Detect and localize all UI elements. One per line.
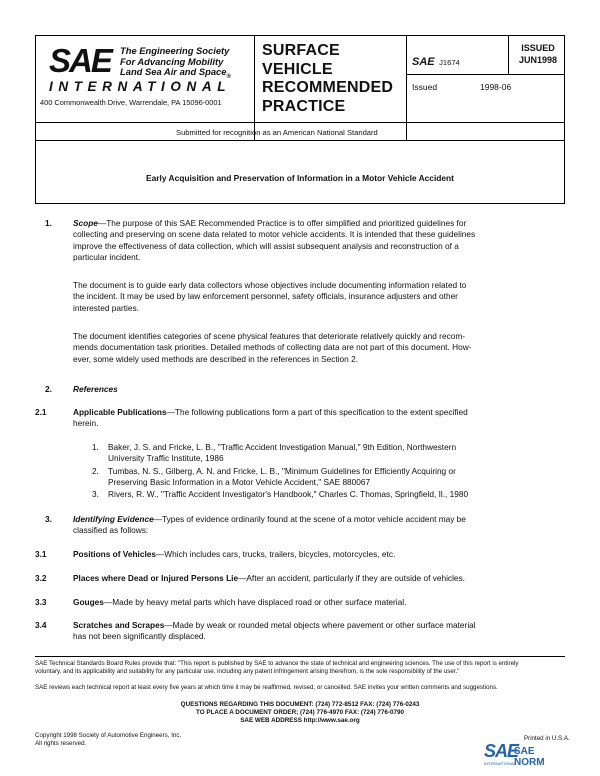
header-divider bbox=[36, 122, 564, 123]
references-heading: 2. References bbox=[45, 384, 118, 394]
applicable-publications: 2.1 Applicable Publications—The following publications form a part of this specification to the extent specified herein. bbox=[35, 407, 468, 429]
issued-block: ISSUED JUN1998 bbox=[518, 43, 558, 65]
legal-notice: SAE Technical Standards Board Rules provide that: "This report is published by SAE to advance the state of technical and engineering sciences. The use of this report is entirely voluntary, and its applicability and suitability for any particular use, including any patent infringement arising therefrom, is the sole responsibility of the user." bbox=[35, 660, 519, 675]
document-type: SURFACE VEHICLE RECOMMENDED PRACTICE bbox=[262, 42, 394, 115]
sae-logo: SAE bbox=[49, 42, 111, 79]
header-divider bbox=[508, 36, 509, 74]
scope-paragraph: The document is to guide early data collectors whose objectives include documenting information related to the incident. It may be used by law enforcement personnel, safety officials, insurance adjusters and other interested parties. bbox=[73, 280, 467, 313]
contact-block: QUESTIONS REGARDING THIS DOCUMENT: (724) 772-8512 FAX: (724) 776-0243 TO PLACE A DOCUMENT ORDER; (724) 776-4970 FAX: (724) 776-0790 SAE WEB ADDRESS http://www.sae.org bbox=[180, 701, 420, 724]
reference-item: 1. Baker, J. S. and Fricke, L. B., "Traffic Accident Investigation Manual," 9th Edition, Northwestern University Traffic Institute, 1986 bbox=[92, 442, 457, 464]
address: 400 Commonwealth Drive, Warrendale, PA 15096-0001 bbox=[40, 98, 222, 107]
subsection-3-4: 3.4 Scratches and Scrapes—Made by weak or rounded metal objects where pavement or other surface material has not been significantly displaced. bbox=[35, 620, 476, 642]
subsection-3-2: 3.2 Places where Dead or Injured Persons Lie—After an accident, particularly if they are outside of vehicles. bbox=[35, 573, 465, 583]
identifying-evidence: 3. Identifying Evidence—Types of evidence ordinarily found at the scene of a motor vehicle accident may be classified as follows: bbox=[45, 514, 466, 536]
copyright: Copyright 1998 Society of Automotive Engineers, Inc. All rights reserved. bbox=[35, 732, 182, 747]
footer-rule bbox=[35, 656, 565, 657]
document-title: Early Acquisition and Preservation of Information in a Motor Vehicle Accident bbox=[146, 173, 454, 183]
society-tagline: The Engineering Society For Advancing Mobility Land Sea Air and Space$_®$ bbox=[120, 45, 231, 80]
reference-item: 3. Rivers, R. W., "Traffic Accident Investigator's Handbook," Charles C. Thomas, Springfield, Il., 1980 bbox=[92, 489, 469, 499]
stamp-text: SAE NORM bbox=[514, 746, 545, 768]
stamp-logo: SAE bbox=[484, 741, 519, 761]
standard-number: SAE J1674 bbox=[412, 56, 460, 68]
document-body bbox=[35, 218, 565, 644]
scope-paragraph: The document identifies categories of scene physical features that deteriorate relatively quickly and recom- mends documentation task priorities. Detailed methods of collecting data are not part of this document. How- ever, some widely used methods are described in the references in Section 2. bbox=[73, 331, 472, 364]
header-divider bbox=[406, 74, 564, 75]
header-box bbox=[35, 35, 565, 141]
subsection-3-3: 3.3 Gouges—Made by heavy metal parts which have displaced road or other surface material. bbox=[35, 597, 407, 607]
header-divider bbox=[254, 36, 255, 140]
issued-label: Issued bbox=[412, 82, 438, 92]
international-wordmark: INTERNATIONAL bbox=[49, 79, 232, 94]
scope-section: 1. Scope—The purpose of this SAE Recommended Practice is to offer simplified and prioritized guidelines for collecting and preserving on scene data related to motor vehicle accidents. It is intended that these guidelines improve the effectiveness of data collection, which will assist subsequent analysis and reconstruction of a particular incident. bbox=[45, 218, 476, 263]
issued-value: 1998-06 bbox=[480, 82, 512, 92]
printed-note: Printed in U.S.A. bbox=[524, 735, 570, 742]
sae-norm-stamp bbox=[484, 741, 564, 771]
subsection-3-1: 3.1 Positions of Vehicles—Which includes cars, trucks, trailers, bicycles, motorcycles, etc. bbox=[35, 549, 396, 559]
header-divider bbox=[406, 36, 407, 140]
title-box bbox=[35, 140, 565, 204]
review-notice: SAE reviews each technical report at least every five years at which time it may be reaffirmed, revised, or cancelled. SAE invites your written comments and suggestions. bbox=[35, 684, 498, 691]
reference-item: 2. Tumbas, N. S., Gilberg, A. N. and Fricke, L. B., "Minimum Guidelines for Efficiently Acquiring or Preserving Basic Information in a Motor Vehicle Accident," SAE 880067 bbox=[92, 466, 456, 488]
submitted-note: Submitted for recognition as an American National Standard bbox=[176, 128, 378, 137]
stamp-sub: INTERNATIONAL bbox=[484, 761, 516, 766]
